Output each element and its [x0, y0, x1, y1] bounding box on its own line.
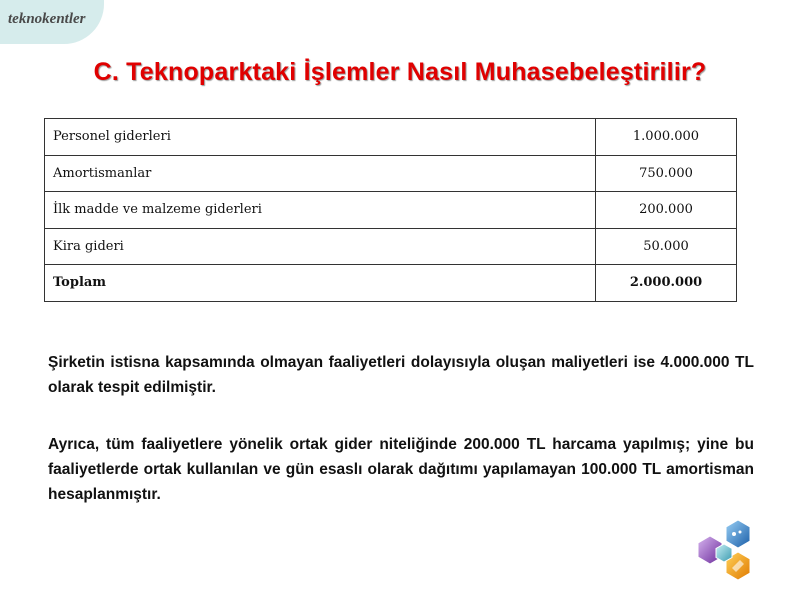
brand-tab [0, 0, 104, 44]
row-label: Amortismanlar [45, 155, 596, 192]
row-amount: 1.000.000 [596, 119, 737, 156]
row-label: İlk madde ve malzeme giderleri [45, 192, 596, 229]
table-total-row [45, 265, 737, 302]
table-row [45, 192, 737, 229]
paragraph-costs: Şirketin istisna kapsamında olmayan faaliyetleri dolayısıyla oluşan maliyetleri ise 4.000.000 TL olarak tespit edilmiştir. [48, 354, 754, 396]
table-row [45, 155, 737, 192]
table-row [45, 119, 737, 156]
total-label: Toplam [45, 265, 596, 302]
total-amount: 2.000.000 [596, 265, 737, 302]
row-label: Kira gideri [45, 228, 596, 265]
row-amount: 200.000 [596, 192, 737, 229]
row-amount: 750.000 [596, 155, 737, 192]
paragraph-common-expenses: Ayrıca, tüm faaliyetlere yönelik ortak gider niteliğinde 200.000 TL harcama yapılmış; yine bu faaliyetlerde ortak kullanılan ve gün esaslı olarak dağıtımı yapılamayan 100.000 TL amortisman hesaplanmıştır. [48, 436, 754, 503]
brand-label: teknokentler [8, 11, 86, 27]
cost-table [44, 118, 737, 302]
hexagon-logo-icon [690, 518, 762, 590]
row-amount: 50.000 [596, 228, 737, 265]
page-title: C. Teknoparktaki İşlemler Nasıl Muhasebeleştirilir? [93, 58, 707, 86]
table-row [45, 228, 737, 265]
row-label: Personel giderleri [45, 119, 596, 156]
